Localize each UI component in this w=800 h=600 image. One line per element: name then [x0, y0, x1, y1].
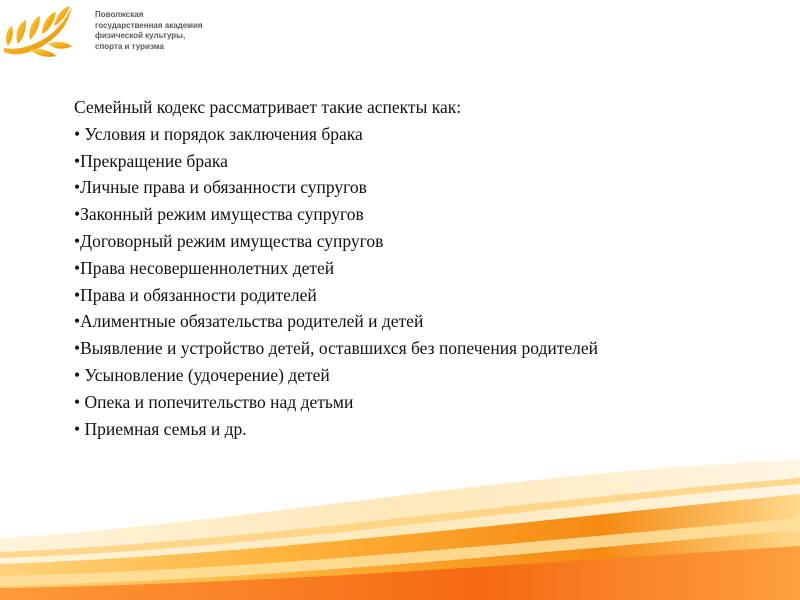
list-item: • Усыновление (удочерение) детей [74, 364, 330, 385]
list-item: •Права несовершеннолетних детей [74, 257, 335, 278]
institution-name [95, 10, 295, 52]
list-item: •Алиментные обязательства родителей и детей [74, 311, 424, 332]
decorative-swoosh [0, 460, 800, 600]
golden-laurel-wreath-icon [0, 0, 90, 62]
list-item: • Приемная семья и др. [74, 418, 247, 439]
institution-line-1: Поволжская [95, 10, 144, 19]
list-item: • Опека и попечительство над детьми [74, 391, 354, 412]
content-intro: Семейный кодекс рассматривает такие аспекты как: [74, 97, 462, 117]
list-item: •Прекращение брака [74, 150, 228, 171]
list-item: •Личные права и обязанности супругов [74, 177, 367, 198]
slide-content [74, 94, 774, 442]
institution-line-3: физической культуры, [95, 31, 186, 40]
list-item: •Выявление и устройство детей, оставшихся без попечения родителей [74, 338, 599, 359]
institution-line-2: государственная академия [95, 20, 203, 30]
list-item: •Права и обязанности родителей [74, 284, 317, 305]
list-item: • Условия и порядок заключения брака [74, 123, 363, 144]
institution-line-4: спорта и туризма [95, 41, 164, 51]
list-item: •Законный режим имущества супругов [74, 204, 364, 225]
list-item: •Договорный режим имущества супругов [74, 230, 384, 251]
